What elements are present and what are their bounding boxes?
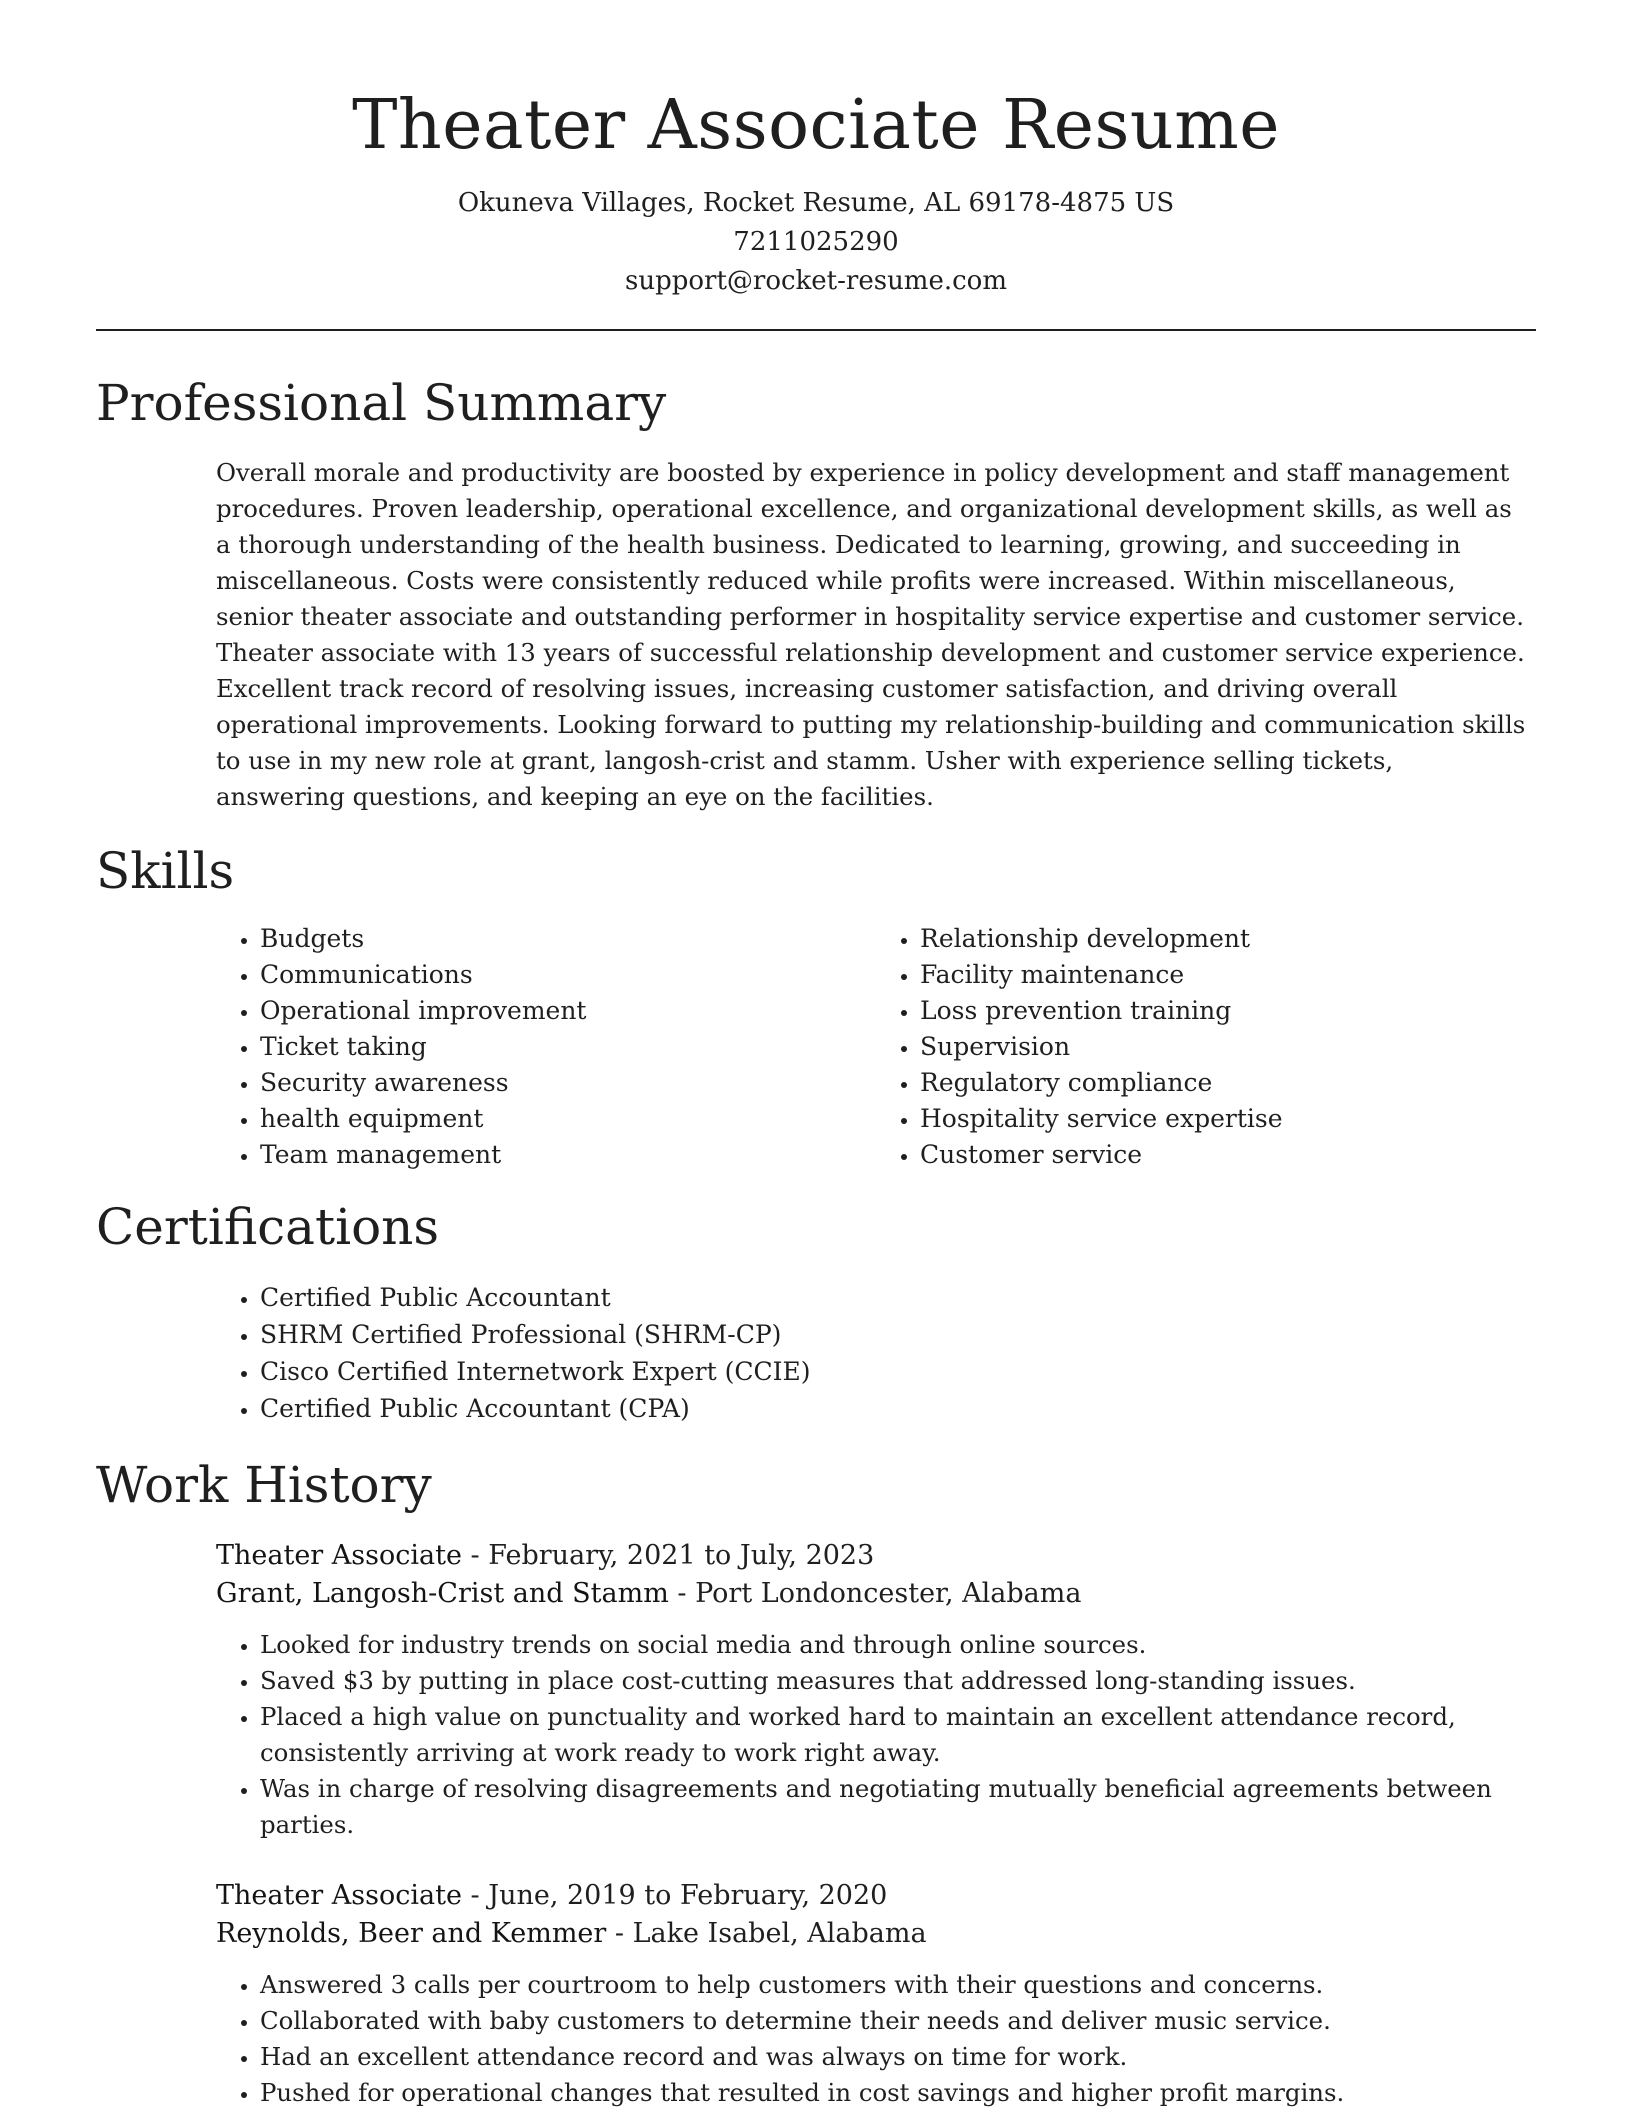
job-responsibilities — [216, 1967, 1536, 2111]
skill-item: • health equipment — [260, 1101, 876, 1137]
summary-section — [96, 373, 1536, 815]
job-bullet: • Pushed for operational changes that resulted in cost savings and higher profit margins. — [260, 2075, 1536, 2111]
skill-item: • Ticket taking — [260, 1029, 876, 1065]
certification-item: • Certified Public Accountant — [260, 1279, 1536, 1316]
resume-header — [96, 0, 1536, 301]
contact-address: Okuneva Villages, Rocket Resume, AL 69178-4875 US — [457, 188, 1175, 218]
job-location: - Lake Isabel, Alabama — [614, 1918, 927, 1949]
certification-item: • SHRM Certified Professional (SHRM-CP) — [260, 1316, 1536, 1353]
job-company-line — [216, 1575, 1536, 1613]
certifications-list — [216, 1279, 1536, 1427]
job-title-line — [216, 1877, 1536, 1915]
job-bullet: • Placed a high value on punctuality and worked hard to maintain an excellent attendance record, consistently arriving at work ready to work right away. — [260, 1699, 1536, 1771]
skill-item: • Supervision — [920, 1029, 1536, 1065]
job-entry — [216, 1877, 1536, 2111]
job-bullet: • Was in charge of resolving disagreements and negotiating mutually beneficial agreements between parties. — [260, 1771, 1536, 1843]
skill-item: • Customer service — [920, 1137, 1536, 1173]
contact-phone: 7211025290 — [733, 227, 899, 257]
certification-item: • Cisco Certified Internetwork Expert (CCIE) — [260, 1353, 1536, 1390]
skills-section — [96, 841, 1536, 1173]
skills-column-right — [876, 921, 1536, 1173]
job-bullet: • Looked for industry trends on social media and through online sources. — [260, 1627, 1536, 1663]
certifications-section — [96, 1197, 1536, 1427]
job-location: - Port Londoncester, Alabama — [677, 1578, 1082, 1609]
job-entry — [216, 1537, 1536, 1843]
skill-item: • Relationship development — [920, 921, 1536, 957]
skill-item: • Security awareness — [260, 1065, 876, 1101]
certification-item: • Certified Public Accountant (CPA) — [260, 1390, 1536, 1427]
skill-item: • Operational improvement — [260, 993, 876, 1029]
resume-page — [96, 0, 1536, 2111]
job-company-line — [216, 1915, 1536, 1953]
skill-item: • Budgets — [260, 921, 876, 957]
job-bullet: • Answered 3 calls per courtroom to help customers with their questions and concerns. — [260, 1967, 1536, 2003]
skill-item: • Facility maintenance — [920, 957, 1536, 993]
summary-heading: Professional Summary — [96, 374, 667, 432]
certifications-heading: Certifications — [96, 1198, 440, 1256]
job-title-line — [216, 1537, 1536, 1575]
job-title: Theater Associate — [216, 1880, 462, 1911]
contact-info — [96, 184, 1536, 301]
job-company: Reynolds, Beer and Kemmer — [216, 1918, 607, 1949]
header-divider — [96, 329, 1536, 331]
skills-grid — [216, 921, 1536, 1173]
job-company: Grant, Langosh-Crist and Stamm — [216, 1578, 669, 1609]
work-history-section — [96, 1455, 1536, 2111]
skill-item: • Regulatory compliance — [920, 1065, 1536, 1101]
job-responsibilities — [216, 1627, 1536, 1843]
job-dates: - June, 2019 to February, 2020 — [470, 1880, 888, 1911]
job-bullet: • Collaborated with baby customers to determine their needs and deliver music service. — [260, 2003, 1536, 2039]
work-history-heading: Work History — [96, 1456, 432, 1514]
skill-item: • Loss prevention training — [920, 993, 1536, 1029]
skill-item: • Communications — [260, 957, 876, 993]
skill-item: • Hospitality service expertise — [920, 1101, 1536, 1137]
contact-email: support@rocket-resume.com — [624, 266, 1007, 296]
skills-heading: Skills — [96, 842, 235, 900]
job-dates: - February, 2021 to July, 2023 — [470, 1540, 875, 1571]
summary-text: Overall morale and productivity are boosted by experience in policy development and staff management procedures. Proven leadership, operational excellence, and organizational development skills, as well as a thorough understanding of the health business. Dedicated to learning, growing, and succeeding in miscellaneous. Costs were consistently reduced while profits were increased. Within miscellaneous, senior theater associate and outstanding performer in hospitality service expertise and customer service. Theater associate with 13 years of successful relationship development and customer service experience. Excellent track record of resolving issues, increasing customer satisfaction, and driving overall operational improvements. Looking forward to putting my relationship-building and communication skills to use in my new role at grant, langosh-crist and stamm. Usher with experience selling tickets, answering questions, and keeping an eye on the facilities. — [216, 458, 1526, 811]
resume-title: Theater Associate Resume — [352, 86, 1280, 165]
job-bullet: • Had an excellent attendance record and was always on time for work. — [260, 2039, 1536, 2075]
job-title: Theater Associate — [216, 1540, 462, 1571]
job-bullet: • Saved $3 by putting in place cost-cutting measures that addressed long-standing issues. — [260, 1663, 1536, 1699]
skills-column-left — [216, 921, 876, 1173]
skill-item: • Team management — [260, 1137, 876, 1173]
